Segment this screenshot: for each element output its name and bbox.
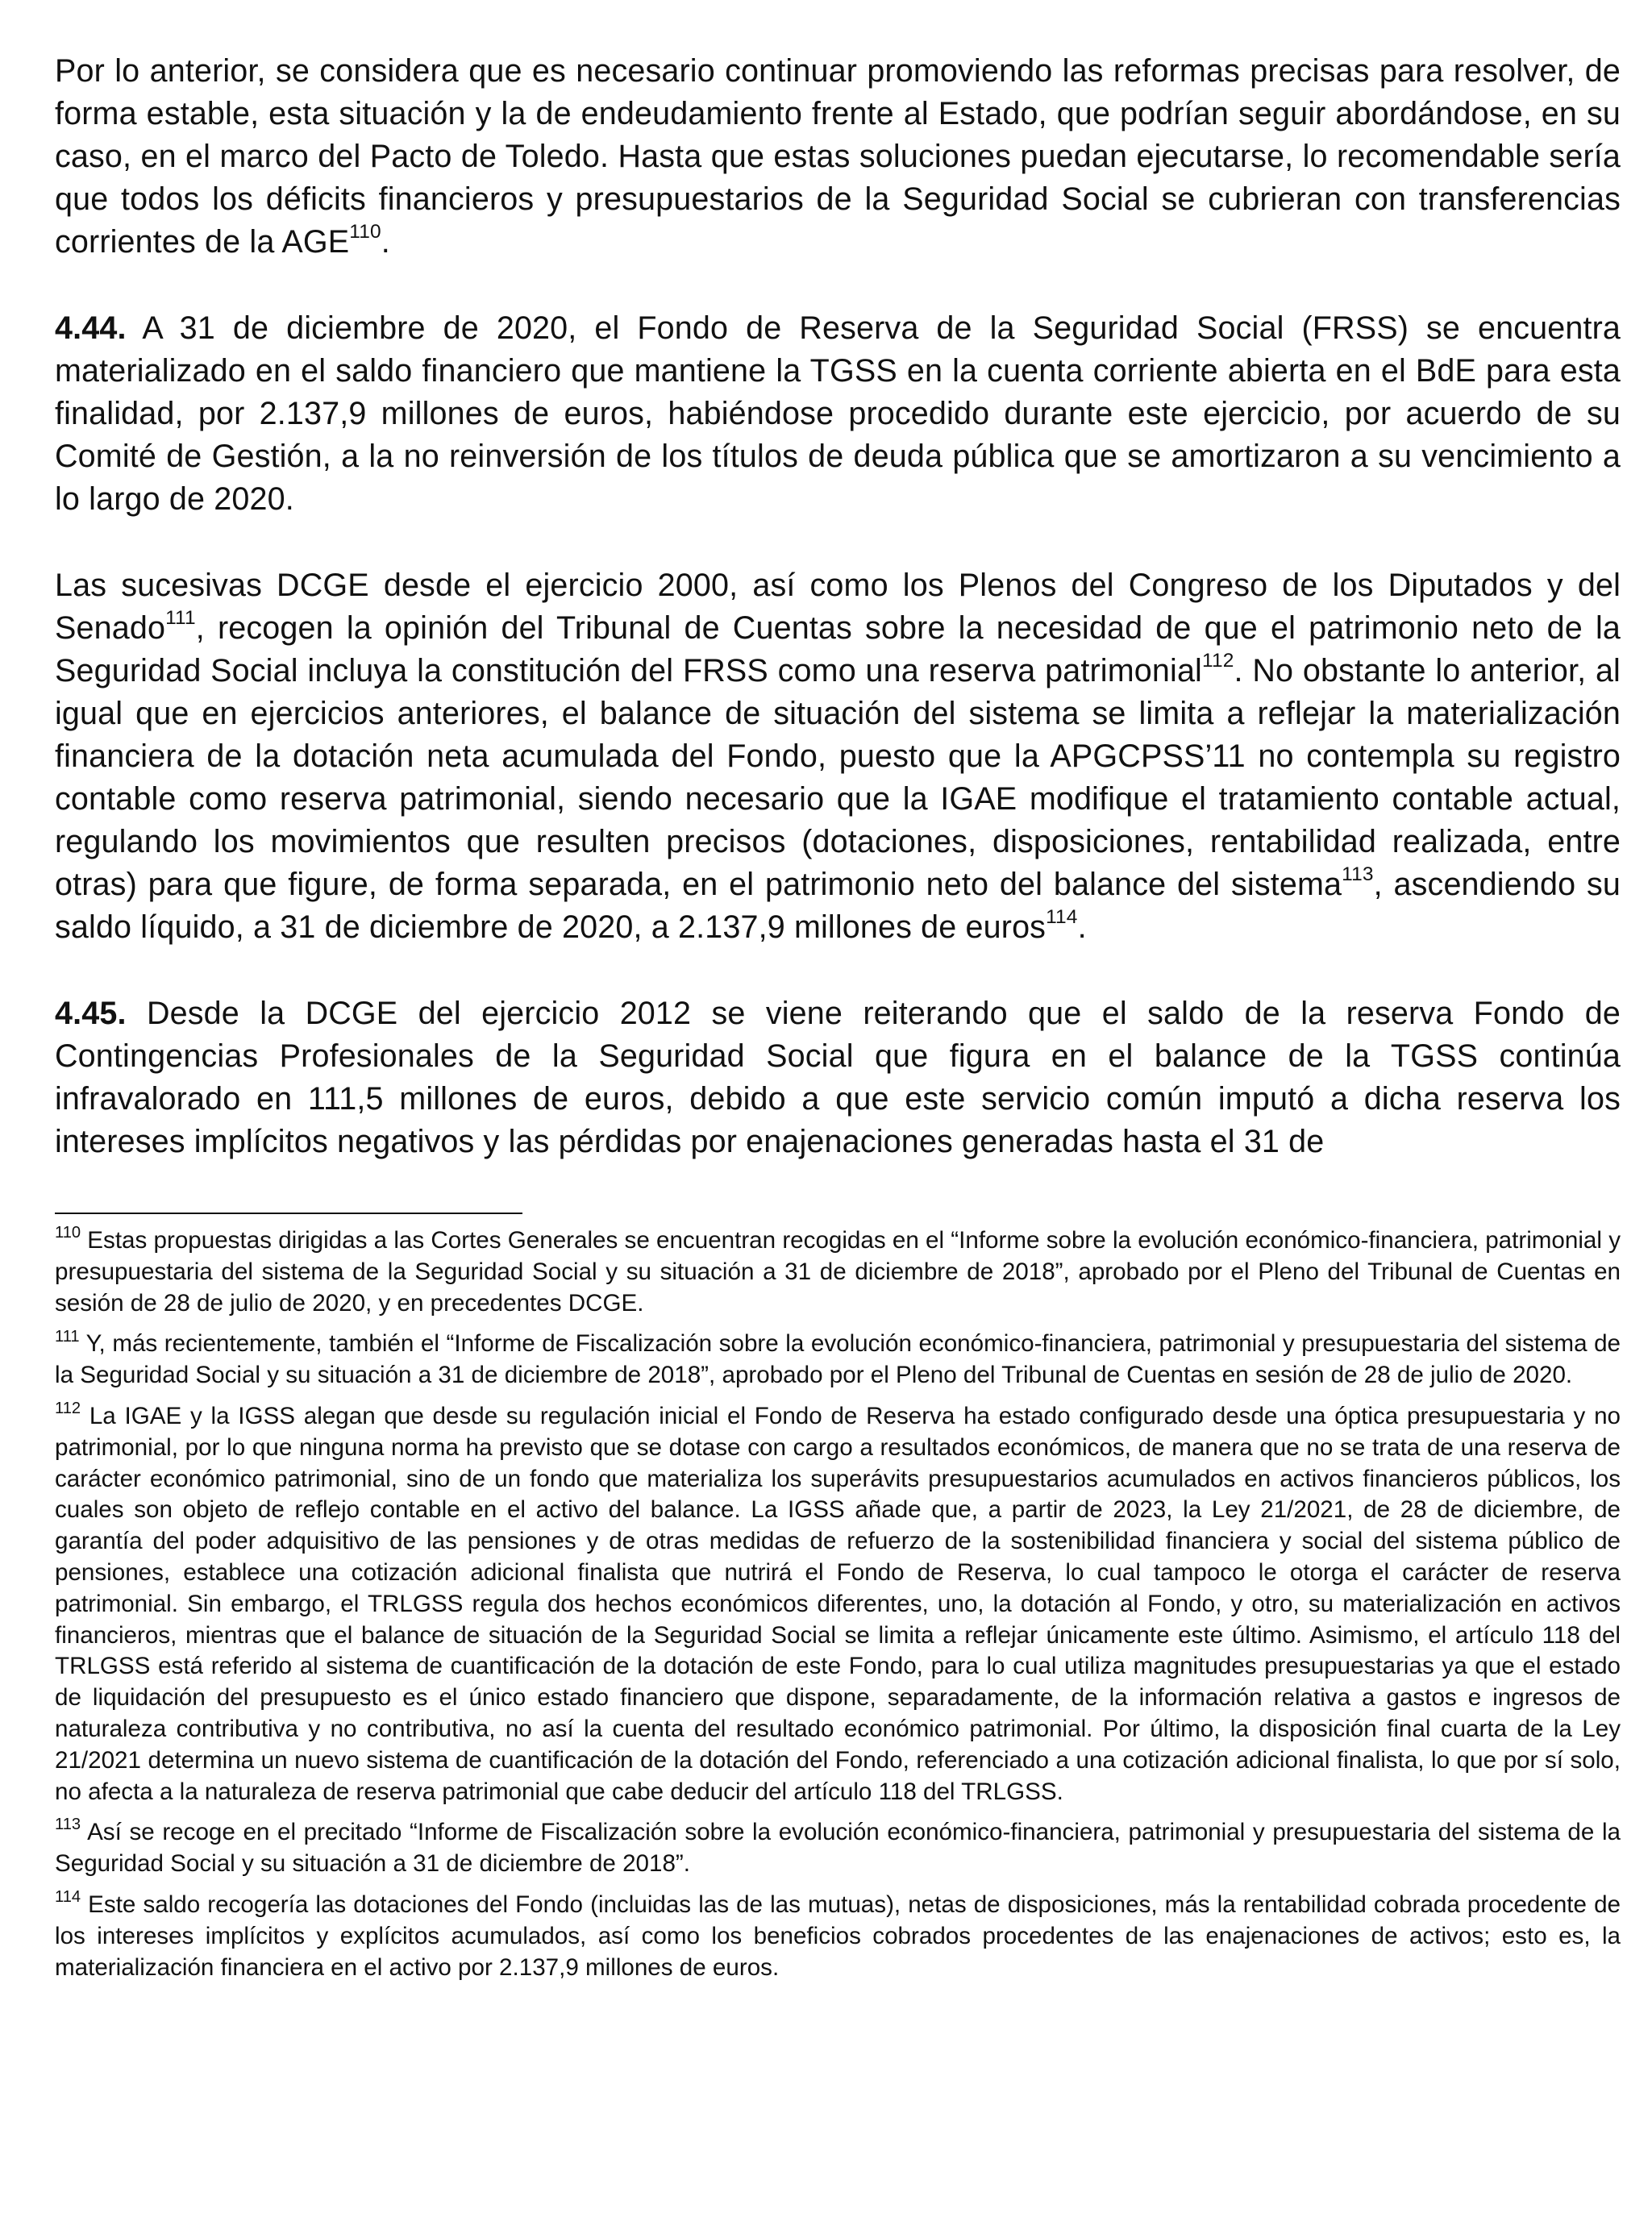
- footnote-ref-111[interactable]: 111: [165, 607, 196, 630]
- paragraph-number: 4.44.: [55, 310, 127, 346]
- paragraph-text: Por lo anterior, se considera que es necesario continuar promoviendo las reformas precisas para resolver, de forma estable, esta situación y la de endeudamiento frente al Estado, que podrían seguir abordándose, en su caso, en el marco del Pacto de Toledo. Hasta que estas soluciones puedan ejecutarse, lo recomendable sería que todos los déficits financieros y presupuestarios de la Seguridad Social se cubrieran con transferencias corrientes de la AGE: [55, 53, 1621, 260]
- footnote-number: 114: [55, 1888, 81, 1907]
- footnote-ref-114[interactable]: 114: [1046, 906, 1078, 929]
- paragraph-frss-opinion: [55, 564, 1621, 949]
- paragraph-text: , recogen la opinión del Tribunal de Cuentas sobre la necesidad de que el patrimonio neto de la Seguridad Social incluya la constitución del FRSS como una reserva patrimonial: [55, 610, 1621, 688]
- footnote-separator: [55, 1213, 522, 1214]
- paragraph-text: .: [1077, 909, 1087, 945]
- paragraph-4-44: [55, 307, 1621, 521]
- paragraph-intro: [55, 50, 1621, 264]
- footnotes: [55, 1225, 1621, 1993]
- paragraph-4-45: [55, 992, 1621, 1163]
- paragraph-text: .: [381, 224, 390, 260]
- footnote-111: [55, 1329, 1621, 1391]
- paragraph-text: . No obstante lo anterior, al igual que en ejercicios anteriores, el balance de situación del sistema se limita a reflejar la materialización financiera de la dotación neta acumulada del Fondo, puesto que la APGCPSS’11 no contempla su registro contable como reserva patrimonial, siendo necesario que la IGAE modifique el tratamiento contable actual, regulando los movimientos que resulten precisos (dotaciones, disposiciones, rentabilidad realizada, entre otras) para que figure, de forma separada, en el patrimonio neto del balance del sistema: [55, 653, 1621, 902]
- footnote-ref-110[interactable]: 110: [349, 221, 381, 243]
- footnote-text: Así se recoge en el precitado “Informe de Fiscalización sobre la evolución económico-financiera, patrimonial y presupuestaria del sistema de la Seguridad Social y su situación a 31 de diciembre de 2018”.: [55, 1819, 1621, 1878]
- footnote-112: [55, 1401, 1621, 1807]
- footnote-ref-113[interactable]: 113: [1342, 863, 1374, 886]
- footnote-text: Y, más recientemente, también el “Informe de Fiscalización sobre la evolución económico-financiera, patrimonial y presupuestaria del sistema de la Seguridad Social y su situación a 31 de diciembre de 2018”, aprobado por el Pleno del Tribunal de Cuentas en sesión de 28 de julio de 2020.: [55, 1330, 1621, 1389]
- paragraph-text: , ascendiendo su saldo líquido, a 31 de diciembre de 2020, a 2.137,9 millones de euros: [55, 867, 1621, 945]
- footnote-text: Este saldo recogería las dotaciones del Fondo (incluidas las de las mutuas), netas de disposiciones, más la rentabilidad cobrada procedente de los intereses implícitos y explícitos acumulados, así como los beneficios cobrados procedentes de las enajenaciones de activos; esto es, la materialización financiera en el activo por 2.137,9 millones de euros.: [55, 1891, 1621, 1981]
- footnote-114: [55, 1890, 1621, 1983]
- footnote-ref-112[interactable]: 112: [1202, 650, 1234, 672]
- document-body: [55, 50, 1621, 1207]
- footnote-113: [55, 1817, 1621, 1880]
- footnote-text: Estas propuestas dirigidas a las Cortes Generales se encuentran recogidas en el “Informe sobre la evolución económico-financiera, patrimonial y presupuestaria del sistema de la Seguridad Social y su situación a 31 de diciembre de 2018”, aprobado por el Pleno del Tribunal de Cuentas en sesión de 28 de julio de 2020, y en precedentes DCGE.: [55, 1227, 1621, 1317]
- footnote-number: 112: [55, 1400, 81, 1418]
- footnote-number: 111: [55, 1327, 80, 1346]
- paragraph-text: A 31 de diciembre de 2020, el Fondo de Reserva de la Seguridad Social (FRSS) se encuentra materializado en el saldo financiero que mantiene la TGSS en la cuenta corriente abierta en el BdE para esta finalidad, por 2.137,9 millones de euros, habiéndose procedido durante este ejercicio, por acuerdo de su Comité de Gestión, a la no reinversión de los títulos de deuda pública que se amortizaron a su vencimiento a lo largo de 2020.: [55, 310, 1621, 517]
- footnote-110: [55, 1225, 1621, 1319]
- paragraph-text: Desde la DCGE del ejercicio 2012 se viene reiterando que el saldo de la reserva Fondo de Contingencias Profesionales de la Seguridad Social que figura en el balance de la TGSS continúa infravalorado en 111,5 millones de euros, debido a que este servicio común imputó a dicha reserva los intereses implícitos negativos y las pérdidas por enajenaciones generadas hasta el 31 de: [55, 996, 1621, 1159]
- footnote-text: La IGAE y la IGSS alegan que desde su regulación inicial el Fondo de Reserva ha estado configurado desde una óptica presupuestaria y no patrimonial, por lo que ninguna norma ha previsto que se dotase con cargo a resultados económicos, de manera que no se trata de una reserva de carácter económico patrimonial, sino de un fondo que materializa los superávits presupuestarios acumulados en activos financieros públicos, los cuales son objeto de reflejo contable en el activo del balance. La IGSS añade que, a partir de 2023, la Ley 21/2021, de 28 de diciembre, de garantía del poder adquisitivo de las pensiones y de otras medidas de refuerzo de la sostenibilidad financiera y social del sistema público de pensiones, establece una cotización adicional finalista que nutrirá el Fondo de Reserva, lo cual tampoco le otorga el carácter de reserva patrimonial. Sin embargo, el TRLGSS regula dos hechos económicos diferentes, uno, la dotación al Fondo, y otro, su materialización en activos financieros, mientras que el balance de situación de la Seguridad Social se limita a reflejar únicamente este último. Asimismo, el artículo 118 del TRLGSS está referido al sistema de cuantificación de la dotación de este Fondo, para lo cual utiliza magnitudes presupuestarias ya que el estado de liquidación del presupuesto es el único estado financiero que dispone, separadamente, de la información relativa a gastos e ingresos de naturaleza contributiva y no contributiva, no así la cuenta del resultado económico patrimonial. Por último, la disposición final cuarta de la Ley 21/2021 determina un nuevo sistema de cuantificación de la dotación del Fondo, referenciado a una cotización adicional finalista, lo que por sí solo, no afecta a la naturaleza de reserva patrimonial que cabe deducir del artículo 118 del TRLGSS.: [55, 1402, 1621, 1805]
- paragraph-number: 4.45.: [55, 996, 127, 1031]
- footnote-number: 113: [55, 1816, 81, 1834]
- paragraph-text: Las sucesivas DCGE desde el ejercicio 2000, así como los Plenos del Congreso de los Diputados y del Senado: [55, 568, 1621, 646]
- footnote-number: 110: [55, 1224, 81, 1242]
